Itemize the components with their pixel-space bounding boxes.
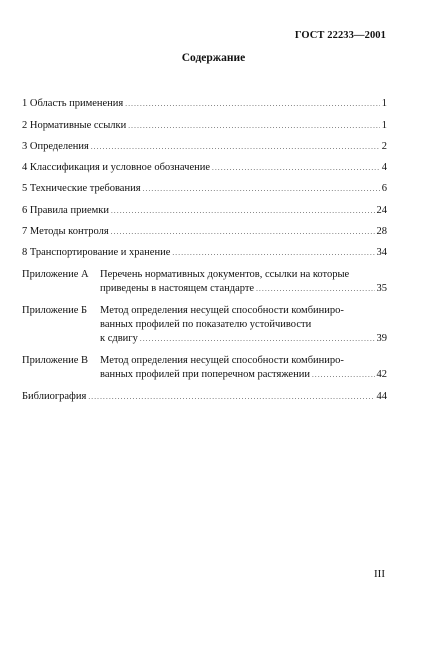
dot-leader	[91, 140, 380, 154]
toc-entry-label: 2 Нормативные ссылки	[22, 120, 127, 131]
toc-entry[interactable]	[22, 119, 387, 133]
standard-designation: ГОСТ 22233—2001	[294, 30, 386, 41]
appendix-title-line: к сдвигу	[100, 333, 138, 344]
appendix-title-line: приведены в настоящем стандарте	[100, 283, 255, 294]
appendix-page: 42	[376, 369, 387, 380]
toc-entry-label: 5 Технические требования	[22, 183, 141, 194]
toc-entry-page: 28	[376, 226, 387, 237]
toc-entry-page: 6	[381, 183, 387, 194]
appendix-page: 39	[376, 333, 387, 344]
dot-leader	[256, 282, 374, 296]
appendix-label: Приложение Б	[22, 305, 88, 316]
dot-leader	[140, 332, 375, 346]
dot-leader	[111, 225, 375, 239]
appendix-entry[interactable]	[22, 304, 387, 346]
appendix-title-line: Метод определения несущей способности комбиниро-	[100, 355, 344, 366]
toc-entry-page: 1	[381, 98, 387, 109]
appendix-title-line: Перечень нормативных документов, ссылки на которые	[100, 269, 350, 280]
toc-entry-label: 1 Область применения	[22, 98, 124, 109]
toc-entry-page: 2	[381, 141, 387, 152]
dot-leader	[212, 161, 380, 175]
page-title: Содержание	[181, 52, 246, 64]
dot-leader	[88, 390, 374, 404]
dot-leader	[312, 368, 375, 382]
toc-entry[interactable]	[22, 225, 387, 239]
toc-entry-bibliography[interactable]	[22, 390, 387, 404]
toc-entry[interactable]	[22, 161, 387, 175]
dot-leader	[125, 97, 380, 111]
toc-entry-label: 6 Правила приемки	[22, 205, 109, 216]
toc-entry-page: 1	[381, 120, 387, 131]
appendix-label: Приложение В	[22, 355, 88, 366]
toc-entry-page: 24	[376, 205, 387, 216]
toc-entry-page: 34	[376, 247, 387, 258]
appendix-label: Приложение А	[22, 269, 89, 280]
dot-leader	[172, 246, 374, 260]
toc-entry[interactable]	[22, 182, 387, 196]
toc-entry[interactable]	[22, 140, 387, 154]
dot-leader	[128, 119, 380, 133]
toc-entry-label: 4 Классификация и условное обозначение	[22, 162, 211, 173]
toc-entry-label: 3 Определения	[22, 141, 89, 152]
appendix-entry[interactable]	[22, 268, 387, 296]
appendix-page: 35	[376, 283, 387, 294]
appendix-title-line: ванных профилей при поперечном растяжении	[100, 369, 310, 380]
toc-entry-page: 44	[376, 391, 387, 402]
toc-entry[interactable]	[22, 246, 387, 260]
toc-entry-label: 8 Транспортирование и хранение	[22, 247, 171, 258]
dot-leader	[143, 182, 380, 196]
toc-entry-label: 7 Методы контроля	[22, 226, 109, 237]
appendix-entry[interactable]	[22, 354, 387, 382]
appendix-title-line: ванных профилей по показателю устойчивости	[100, 319, 312, 330]
dot-leader	[111, 204, 375, 218]
toc-entry-label: Библиография	[22, 391, 87, 402]
toc-entry[interactable]	[22, 204, 387, 218]
page-number: III	[374, 568, 385, 580]
appendix-title-line: Метод определения несущей способности комбиниро-	[100, 305, 344, 316]
toc-entry[interactable]	[22, 97, 387, 111]
toc-entry-page: 4	[381, 162, 387, 173]
